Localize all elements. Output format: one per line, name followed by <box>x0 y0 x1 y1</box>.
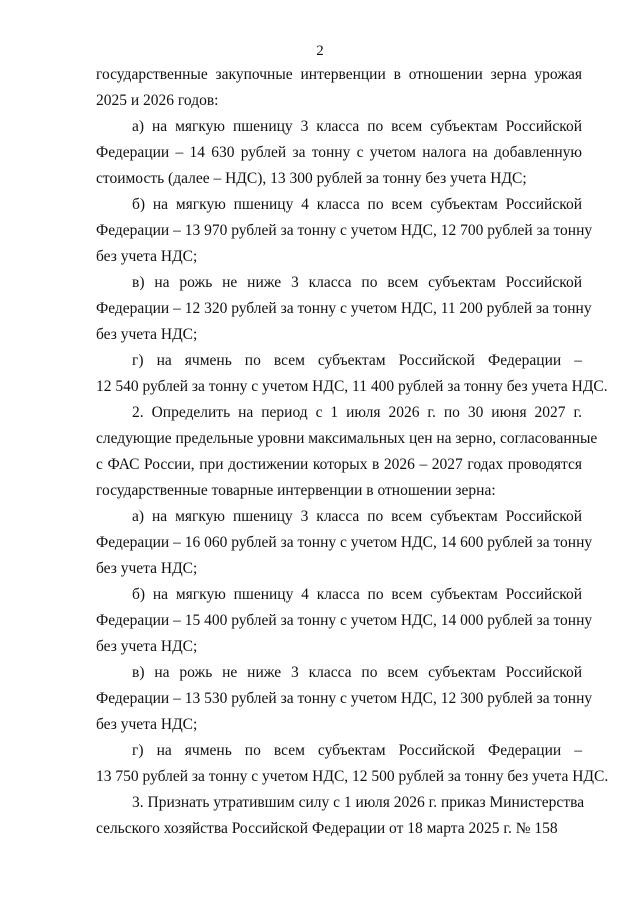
paragraph <box>96 348 608 400</box>
paragraph <box>96 114 582 192</box>
page-number: 2 <box>316 43 324 59</box>
text-line: без учета НДС; <box>96 326 198 343</box>
paragraph <box>96 738 609 790</box>
text-line: г) на ячмень по всем субъектам Российской Федерации – <box>132 352 582 369</box>
text-line: следующие предельные уровни максимальных цен на зерно, согласованные <box>96 430 598 447</box>
text-line: Федерации – 15 400 рублей за тонну с учетом НДС, 14 000 рублей за тонну <box>96 612 593 629</box>
text-line: без учета НДС; <box>96 638 198 655</box>
paragraph <box>96 192 593 270</box>
text-line: Федерации – 16 060 рублей за тонну с учетом НДС, 14 600 рублей за тонну <box>96 534 593 551</box>
paragraph <box>96 582 593 660</box>
text-line: с ФАС России, при достижении которых в 2026 – 2027 годах проводятся <box>96 456 582 473</box>
text-line: б) на мягкую пшеницу 4 класса по всем субъектам Российской <box>132 586 582 603</box>
text-line: 12 540 рублей за тонну с учетом НДС, 11 400 рублей за тонну без учета НДС. <box>96 378 608 395</box>
paragraph <box>96 504 593 582</box>
text-line: в) на рожь не ниже 3 класса по всем субъектам Российской <box>132 274 582 291</box>
text-line: государственные товарные интервенции в отношении зерна: <box>96 482 496 499</box>
text-line: 3. Признать утратившим силу с 1 июля 2026 г. приказ Министерства <box>132 794 585 811</box>
paragraph <box>96 660 593 738</box>
text-line: сельского хозяйства Российской Федерации от 18 марта 2025 г. № 158 <box>96 820 558 837</box>
text-line: без учета НДС; <box>96 248 198 265</box>
text-line: Федерации – 13 970 рублей за тонну с учетом НДС, 12 700 рублей за тонну <box>96 222 593 239</box>
text-line: б) на мягкую пшеницу 4 класса по всем субъектам Российской <box>132 196 582 213</box>
document-body <box>96 62 609 842</box>
text-line: без учета НДС; <box>96 560 198 577</box>
paragraph <box>96 62 582 114</box>
text-line: 13 750 рублей за тонну с учетом НДС, 12 500 рублей за тонну без учета НДС. <box>96 768 609 785</box>
text-line: стоимость (далее – НДС), 13 300 рублей за тонну без учета НДС; <box>96 170 527 187</box>
paragraph <box>96 790 585 842</box>
text-line: а) на мягкую пшеницу 3 класса по всем субъектам Российской <box>132 118 582 135</box>
text-line: г) на ячмень по всем субъектам Российской Федерации – <box>132 742 582 759</box>
text-line: 2025 и 2026 годов: <box>96 92 219 109</box>
text-line: Федерации – 12 320 рублей за тонну с учетом НДС, 11 200 рублей за тонну <box>96 300 592 317</box>
text-line: 2. Определить на период с 1 июля 2026 г. по 30 июня 2027 г. <box>132 404 582 421</box>
paragraph <box>96 270 592 348</box>
text-line: Федерации – 13 530 рублей за тонну с учетом НДС, 12 300 рублей за тонну <box>96 690 593 707</box>
text-line: в) на рожь не ниже 3 класса по всем субъектам Российской <box>132 664 582 681</box>
text-line: государственные закупочные интервенции в отношении зерна урожая <box>96 66 582 83</box>
text-line: без учета НДС; <box>96 716 198 733</box>
text-line: а) на мягкую пшеницу 3 класса по всем субъектам Российской <box>132 508 582 525</box>
paragraph <box>96 400 598 504</box>
text-line: Федерации – 14 630 рублей за тонну с учетом налога на добавленную <box>96 144 582 161</box>
